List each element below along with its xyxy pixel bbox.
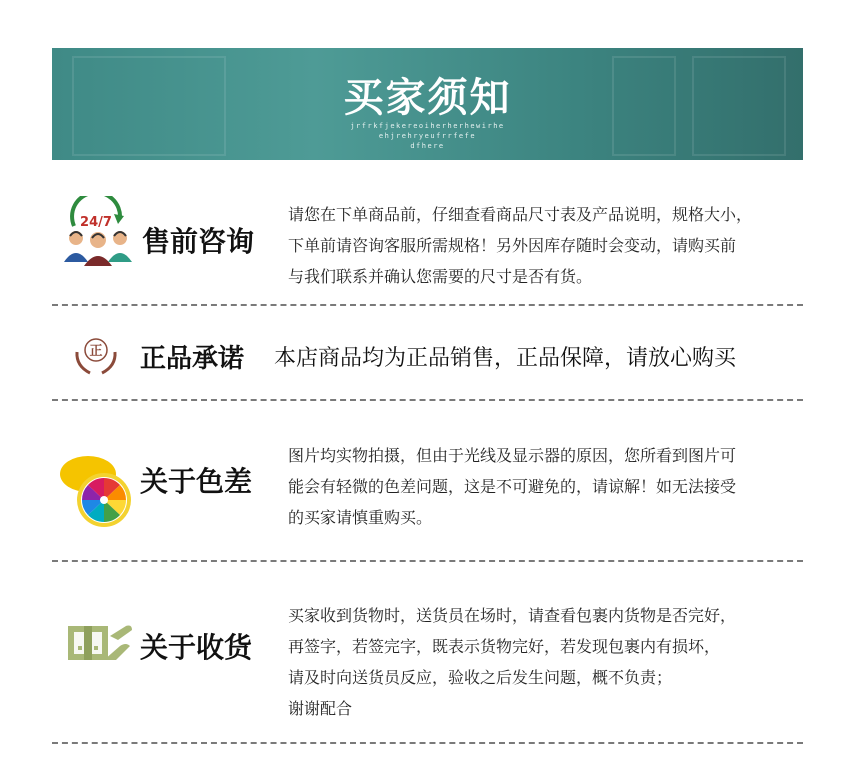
- delivery-box-hand-icon: [64, 620, 136, 666]
- genuine-hands-icon: [74, 336, 118, 376]
- banner-subtitle-line: dfhere: [410, 142, 445, 150]
- body-line: 谢谢配合: [288, 699, 353, 718]
- section-divider: [52, 399, 803, 401]
- body-line: 能会有轻微的色差问题，这是不可避免的，请谅解！如无法接受: [288, 477, 737, 496]
- genuine-icon-char: 正: [89, 344, 103, 359]
- body-line: 的买家请慎重购买。: [288, 508, 433, 527]
- body-line: 再签字，若签完字，既表示货物完好，若发现包裹内有损坏，: [288, 637, 721, 656]
- section-heading-presale-consult: 售前咨询: [142, 225, 255, 258]
- body-line: 请您在下单商品前，仔细查看商品尺寸表及产品说明，规格大小，: [288, 205, 753, 224]
- svg-text:24/7: 24/7: [80, 215, 112, 230]
- section-body-presale-consult: [288, 199, 752, 292]
- section-divider: [52, 560, 803, 562]
- body-line: 下单前请咨询客服所需规格！另外因库存随时会变动，请购买前: [288, 236, 737, 255]
- banner-title: 买家须知: [343, 74, 512, 121]
- genuine-statement: 本店商品均为正品销售，正品保障，请放心购买: [274, 346, 737, 371]
- section-body-color-difference: [288, 440, 736, 533]
- body-line: 图片均实物拍摄，但由于光线及显示器的原因，您所看到图片可: [288, 446, 737, 465]
- banner-subtitle-line: ehjrehryeufrrfefe: [378, 132, 477, 140]
- banner-subtitle-line: jrfrkfjekereoiherherhewirhe: [350, 122, 505, 130]
- section-body-receiving: [288, 600, 736, 724]
- color-wheel-lemon-icon: [58, 452, 138, 528]
- body-line: 与我们联系并确认您需要的尺寸是否有货。: [288, 267, 593, 286]
- body-line: 买家收到货物时，送货员在场时，请查看包裹内货物是否完好，: [288, 606, 737, 625]
- section-heading-color-difference: 关于色差: [140, 465, 253, 498]
- body-line: 请及时向送货员反应，验收之后发生问题，概不负责；: [288, 668, 673, 687]
- section-divider: [52, 304, 803, 306]
- customer-service-24-7-icon: [60, 196, 138, 266]
- section-heading-genuine: 正品承诺: [140, 344, 245, 374]
- section-divider: [52, 742, 803, 744]
- header-banner: [52, 48, 803, 160]
- section-heading-receiving: 关于收货: [140, 631, 253, 664]
